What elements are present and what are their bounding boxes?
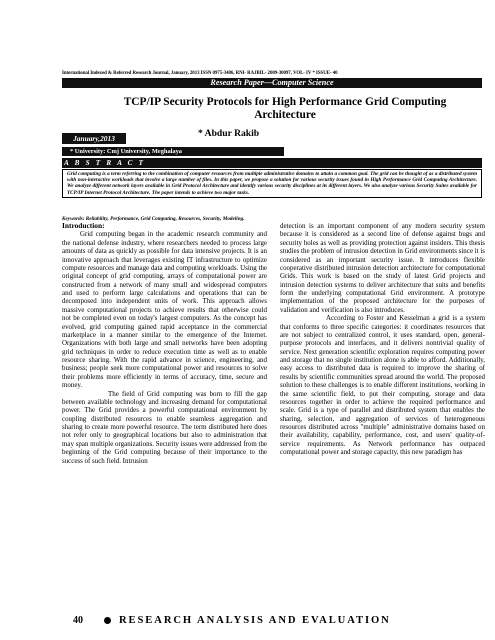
body-column-right xyxy=(280,222,485,604)
footer-journal-title: RESEARCH ANALYSIS AND EVALUATION xyxy=(119,614,391,626)
author-name: * Abdur Rakib xyxy=(198,128,260,139)
page-footer xyxy=(62,612,482,628)
body-paragraph: The field of Grid computing was born to fill the gap between available technology and increasing demand for computational power. The Grid provides a powerful computational environment by coupling distributed resources to enable seamless aggregation and sharing to create more powerful resource. The term distributed here does not refer only to geographical locations but also to administration that may span multiple organizations. Security issues were addressed from the beginning of the Grid computing because of their importance to the success of such field. Intrusion xyxy=(62,389,267,465)
abstract-text: Grid computing is a term referring to the combination of computer resources from multiple administrative domains to attain a common goal. The grid can be thought of as a distributed system with non-interactive workloads that involve a large number of files. In this paper, we propose a solution for various security issues found in High Performance Grid Computing Architecture. We analyze different network layers available in Grid Protocol Architecture and identify various security disciplines at its different layers. We also analyze various Security Suites available for TCP/IP Internet Protocol Architecture. The paper intends to achieve two major tasks. xyxy=(62,169,482,198)
journal-citation-line: International Indexed & Referred Research Journal, January, 2013 ISSN 0975-3486, RNI- RAJBIL- 2009-30097, VOL- IV * ISSUE- 40 xyxy=(62,71,338,76)
bullet-icon xyxy=(104,617,111,624)
body-column-left xyxy=(62,222,267,604)
body-paragraph: detection is an important component of any modern security system because it is considered as a second line of defense against bugs and security holes as well as providing protection against insiders. This thesis studies the problem of intrusion detection in Grid environments since it is considered as an important security issue. It introduces flexible cooperative distributed intrusion detection architecture for computational Grids. This work is based on the study of latest Grid projects and intrusion detection systems to deliver architecture that suits and benefits form the underlying computational Grid environment. A prototype implementation of the proposed architecture for the purposes of validation and verification is also introduces. xyxy=(280,222,485,314)
issue-date-badge: January,2013 xyxy=(62,133,126,144)
author-affiliation: * University: Cmj University, Meghalaya xyxy=(62,147,284,156)
introduction-heading: Introduction: xyxy=(62,222,105,230)
body-paragraph: Grid computing began in the academic research community and the national defense industry, where researchers needed to process large amounts of data as quickly as possible for data intensive projects. It is an innovative approach that leverages existing IT infrastructure to optimize compute resources and manage data and computing workloads. Using the original concept of grid computing, arrays of computational power are constructed from a network of many small and widespread computers and used to perform large calculations and operations that can be decomposed into independent units of work. This approach allows massive computational projects to achieve results that otherwise could not be completed even on today's largest computers. As the concept has evolved, grid computing gained rapid acceptance in the commercial marketplace in a manner similar to the emergence of the Internet. Organizations with both large and small networks have been adopting grid techniques in order to reduce execution time as well as to enable resource sharing. With the rapid advance in science, engineering, and business; people seek more computational power and resources to solve their problems more efficiently in terms of accuracy, time, secure and money. xyxy=(62,230,267,390)
section-banner: Research Paper—Computer Science xyxy=(62,78,482,88)
body-paragraph: According to Foster and Kesselman a grid is a system that conforms to three specific categories: it coordinates resources that are not subject to centralized control, it uses standard, open, general-purpose protocols and interfaces, and it delivers nontrivial quality of service. Next generation scientific exploration requires computing power and storage that no single institution alone is able to afford. Additionally, easy access to distributed data is required to improve the sharing of results by scientific communities spread around the world. The proposed solution to these challenges is to enable different institutions, working in the same scientific field, to put their computing, storage and data resources together in order to achieve the required performance and scale. Grid is a type of parallel and distributed system that enables the sharing, selection, and aggregation of services of heterogeneous resources distributed across "multiple" administrative domains based on their availability, capability, performance, cost, and users' quality-of-service requirements. As Network performance has outpaced computational power and storage capacity, this new paradigm has xyxy=(280,314,485,457)
abstract-heading: A B S T R A C T xyxy=(62,158,482,168)
keywords-line: Keywords: Reliability, Performance, Grid Computing, Resources, Security, Modeling. xyxy=(62,216,245,222)
page-number: 40 xyxy=(73,614,83,626)
paper-title: TCP/IP Security Protocols for High Performance Grid Computing Architecture xyxy=(123,96,447,121)
